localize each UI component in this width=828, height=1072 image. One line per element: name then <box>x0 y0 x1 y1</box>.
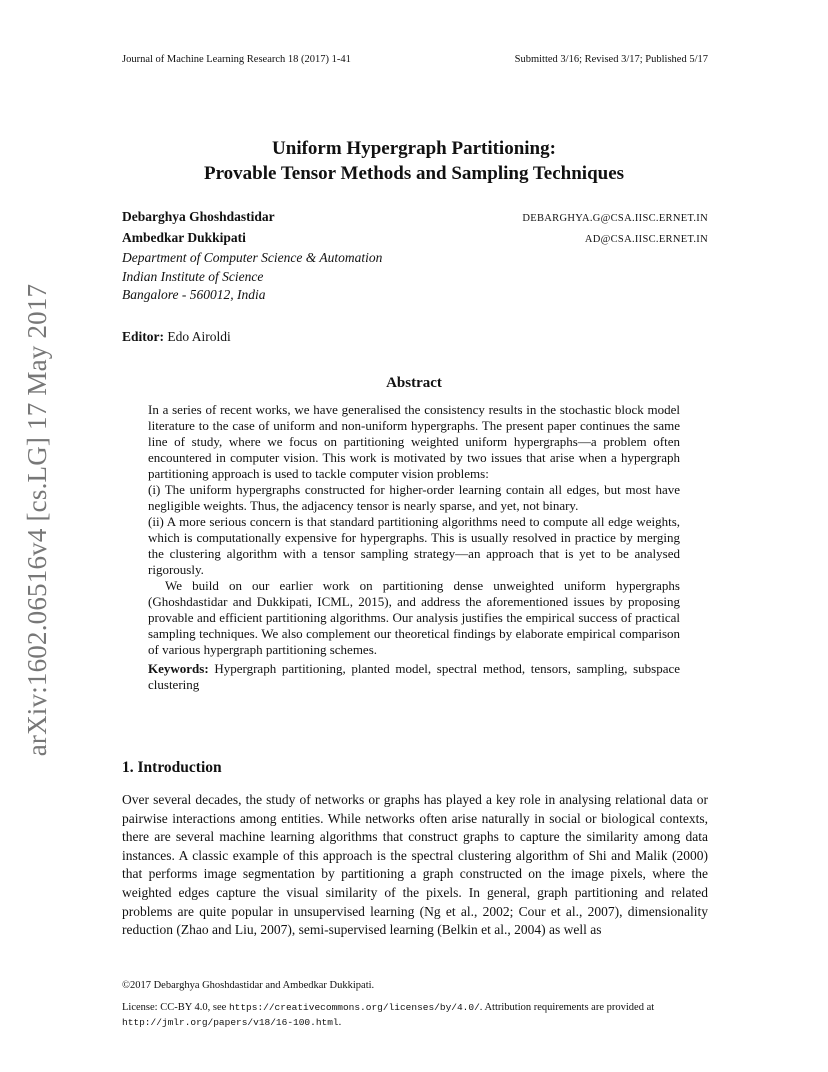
author-row <box>122 208 708 229</box>
license-line <box>122 1000 708 1030</box>
submission-dates: Submitted 3/16; Revised 3/17; Published 5/17 <box>514 54 708 65</box>
license-text: . <box>338 1017 342 1028</box>
journal-running-head: Journal of Machine Learning Research 18 (2017) 1-41 <box>122 54 351 65</box>
keywords-line <box>148 661 680 693</box>
title-line-2: Provable Tensor Methods and Sampling Techniques <box>203 163 625 184</box>
section-heading: 1. Introduction <box>122 759 222 776</box>
copyright-line: ©2017 Debarghya Ghoshdastidar and Ambedkar Dukkipati. <box>122 980 375 991</box>
author-email[interactable]: DEBARGHYA.G@CSA.IISC.ERNET.IN <box>522 213 708 224</box>
editor-line <box>122 329 231 345</box>
abstract-paragraph: (ii) A more serious concern is that standard partitioning algorithms need to compute all edge weights, which is computationally expensive for hypergraphs. This is usually resolved in practice by merging the clustering algorithm with a tensor sampling strategy—an approach that is yet to be analysed rigorously. <box>148 514 680 577</box>
intro-body <box>122 791 708 940</box>
intro-paragraph: Over several decades, the study of networks or graphs has played a key role in analysing relational data or pairwise interactions among entities. While networks often arise naturally in social or biological contexts, there are several machine learning algorithms that construct graphs to capture the similarity among data instances. A classic example of this approach is the spectral clustering algorithm of Shi and Malik (2000) that performs image segmentation by partitioning a graph constructed on the image pixels, where the weighted edges capture the visual similarity of the pixels. In general, graph partitioning and related problems are quite popular in unsupervised learning (Ng et al., 2002; Cour et al., 2007), dimensionality reduction (Zhao and Liu, 2007), semi-supervised learning (Belkin et al., 2004) as well as <box>122 792 708 938</box>
editor-name: Edo Airoldi <box>167 329 231 344</box>
keywords-text: Hypergraph partitioning, planted model, spectral method, tensors, sampling, subspace clustering <box>148 661 681 692</box>
editor-label: Editor: <box>122 329 164 344</box>
title-line-1: Uniform Hypergraph Partitioning: <box>272 138 556 159</box>
paper-title <box>0 136 828 186</box>
arxiv-stamp: arXiv:1602.06516v4 [cs.LG] 17 May 2017 <box>22 283 52 757</box>
keywords-label: Keywords: <box>148 661 209 676</box>
author-name: Debarghya Ghoshdastidar <box>122 209 275 224</box>
abstract-paragraph: We build on our earlier work on partitioning dense unweighted uniform hypergraphs (Ghoshdastidar and Dukkipati, ICML, 2015), and address the aforementioned issues by proposing provable and efficient partitioning algorithms. Our analysis justifies the empirical success of practical sampling techniques. We also complement our theoretical findings by elaborate empirical comparison of various hypergraph partitioning schemes. <box>148 578 680 657</box>
paper-link[interactable]: http://jmlr.org/papers/v18/16-100.html <box>122 1017 339 1028</box>
affiliation-institute: Indian Institute of Science <box>122 268 264 284</box>
license-link[interactable]: https://creativecommons.org/licenses/by/4.0/ <box>228 1002 480 1013</box>
footer <box>122 978 708 1030</box>
author-row <box>122 229 708 250</box>
abstract-heading: Abstract <box>386 375 442 391</box>
license-text: . Attribution requirements are provided at <box>479 1002 655 1013</box>
author-email[interactable]: AD@CSA.IISC.ERNET.IN <box>584 233 708 245</box>
affiliation-dept: Department of Computer Science & Automation <box>122 250 383 265</box>
author-block <box>122 208 708 305</box>
abstract-paragraph: In a series of recent works, we have generalised the consistency results in the stochastic block model literature to the case of uniform and non-uniform hypergraphs. The present paper continues the same line of study, where we focus on partitioning weighted uniform hypergraphs—a problem often encountered in computer vision. This work is motivated by two issues that arise when a hypergraph partitioning approach is used to tackle computer vision problems: <box>148 402 680 481</box>
author-name: Ambedkar Dukkipati <box>122 229 246 245</box>
abstract-body <box>148 402 680 693</box>
affiliation-city: Bangalore - 560012, India <box>122 287 266 302</box>
license-text: License: CC-BY 4.0, see <box>122 1002 229 1013</box>
arxiv-stamp-container <box>14 280 60 760</box>
abstract-paragraph: (i) The uniform hypergraphs constructed for higher-order learning contain all edges, but most have negligible weights. Thus, the adjacency tensor is nearly sparse, and yet, not binary. <box>148 482 680 513</box>
